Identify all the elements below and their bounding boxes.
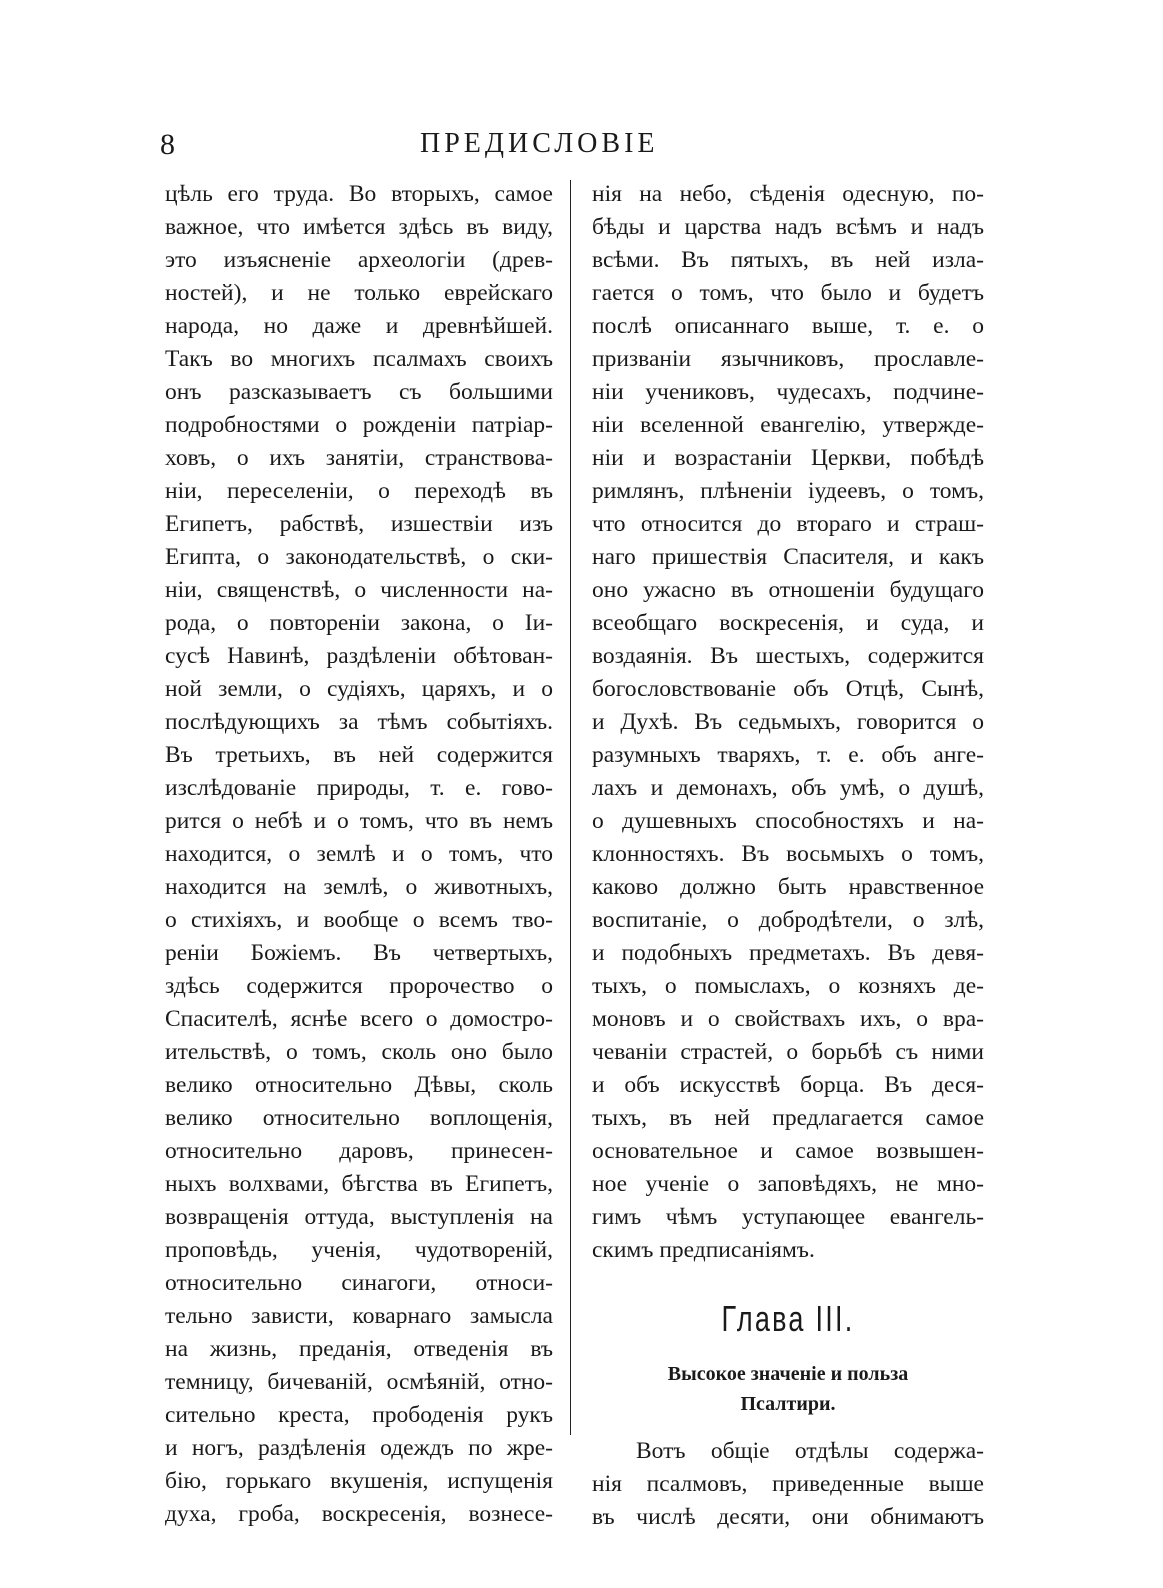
text-line: важное, что имѣется здѣсь въ виду, bbox=[165, 214, 553, 240]
text-line: относительно синагоги, относи- bbox=[165, 1270, 553, 1296]
text-line: ное ученіе о заповѣдяхъ, не мно- bbox=[592, 1171, 984, 1197]
text-line: призваніи язычниковъ, прославле- bbox=[592, 346, 984, 372]
chapter-body bbox=[592, 1435, 984, 1534]
text-line: разумныхъ тваряхъ, т. е. объ анге- bbox=[592, 742, 984, 768]
text-line: лахъ и демонахъ, объ умѣ, о душѣ, bbox=[592, 775, 984, 801]
text-line: ной земли, о судіяхъ, царяхъ, и о bbox=[165, 676, 553, 702]
text-line: что относится до втораго и страш- bbox=[592, 511, 984, 537]
chapter-title: Глава III. bbox=[721, 1298, 855, 1339]
chapter-subtitle bbox=[592, 1359, 984, 1419]
text-line: относительно даровъ, принесен- bbox=[165, 1138, 553, 1164]
text-line: Спасителѣ, яснѣе всего о домостро- bbox=[165, 1006, 553, 1032]
text-line: возвращенія оттуда, выступленія на bbox=[165, 1204, 553, 1230]
text-line: и объ искусствѣ борца. Въ деся- bbox=[592, 1072, 984, 1098]
text-line: ніи, священствѣ, о численности на- bbox=[165, 577, 553, 603]
text-line: Египетъ, рабствѣ, изшествіи изъ bbox=[165, 511, 553, 537]
text-line: клонностяхъ. Въ восьмыхъ о томъ, bbox=[592, 841, 984, 867]
text-line: въ числѣ десяти, они обнимаютъ bbox=[592, 1504, 984, 1530]
text-line: гимъ чѣмъ уступающее евангель- bbox=[592, 1204, 984, 1230]
text-line: всѣми. Въ пятыхъ, въ ней изла- bbox=[592, 247, 984, 273]
text-line: Египта, о законодательствѣ, о ски- bbox=[165, 544, 553, 570]
text-line: проповѣдь, ученія, чудотвореній, bbox=[165, 1237, 553, 1263]
text-line: нія на небо, сѣденія одесную, по- bbox=[592, 181, 984, 207]
text-line: реніи Божіемъ. Въ четвертыхъ, bbox=[165, 940, 553, 966]
text-line: скимъ предписаніямъ. bbox=[592, 1237, 815, 1263]
text-line: рится о небѣ и о томъ, что въ немъ bbox=[165, 808, 553, 834]
text-line: тыхъ, о помыслахъ, о козняхъ де- bbox=[592, 973, 984, 999]
text-line: тыхъ, въ ней предлагается самое bbox=[592, 1105, 984, 1131]
text-line: воздаянія. Въ шестыхъ, содержится bbox=[592, 643, 984, 669]
page-number: 8 bbox=[160, 128, 175, 161]
text-line: римлянъ, плѣненіи іудеевъ, о томъ, bbox=[592, 478, 984, 504]
text-line: основательное и самое возвышен- bbox=[592, 1138, 984, 1164]
text-line: велико относительно воплощенія, bbox=[165, 1105, 553, 1131]
text-line: и подобныхъ предметахъ. Въ девя- bbox=[592, 940, 984, 966]
right-column-text bbox=[592, 178, 984, 1267]
text-line: воспитаніе, о добродѣтели, о злѣ, bbox=[592, 907, 984, 933]
text-line: ніи учениковъ, чудесахъ, подчине- bbox=[592, 379, 984, 405]
text-line: находится на землѣ, о животныхъ, bbox=[165, 874, 553, 900]
text-line: ніи, переселеніи, о переходѣ въ bbox=[165, 478, 553, 504]
text-line: богословствованіе объ Отцѣ, Сынѣ, bbox=[592, 676, 984, 702]
left-column bbox=[165, 178, 553, 1531]
text-line: Въ третьихъ, въ ней содержится bbox=[165, 742, 553, 768]
text-line: ностей), и не только еврейскаго bbox=[165, 280, 553, 306]
text-line: подробностями о рожденіи патріар- bbox=[165, 412, 553, 438]
running-head: ПРЕДИСЛОВІЕ bbox=[420, 128, 659, 159]
text-line: каково должно быть нравственное bbox=[592, 874, 984, 900]
text-line: тельно зависти, коварнаго замысла bbox=[165, 1303, 553, 1329]
text-line: народа, но даже и древнѣйшей. bbox=[165, 313, 553, 339]
text-line: находится, о землѣ и о томъ, что bbox=[165, 841, 553, 867]
text-line: Такъ во многихъ псалмахъ своихъ bbox=[165, 346, 553, 372]
text-line: ніи вселенной евангелію, утвержде- bbox=[592, 412, 984, 438]
text-line: сительно креста, прободенія рукъ bbox=[165, 1402, 553, 1428]
text-line: бѣды и царства надъ всѣмъ и надъ bbox=[592, 214, 984, 240]
text-line: ительствѣ, о томъ, сколь оно было bbox=[165, 1039, 553, 1065]
text-line: изслѣдованіе природы, т. е. гово- bbox=[165, 775, 553, 801]
text-line: всеобщаго воскресенія, и суда, и bbox=[592, 610, 984, 636]
text-line: онъ разсказываетъ съ большими bbox=[165, 379, 553, 405]
text-line: ніи и возрастаніи Церкви, побѣдѣ bbox=[592, 445, 984, 471]
text-line: гается о томъ, что было и будетъ bbox=[592, 280, 984, 306]
text-line: цѣль его труда. Во вторыхъ, самое bbox=[165, 181, 553, 207]
text-line: наго пришествія Спасителя, и какъ bbox=[592, 544, 984, 570]
text-line: сусѣ Навинѣ, раздѣленіи обѣтован- bbox=[165, 643, 553, 669]
text-line: послѣ описаннаго выше, т. е. о bbox=[592, 313, 984, 339]
text-line: на жизнь, преданія, отведенія въ bbox=[165, 1336, 553, 1362]
text-line: темницу, бичеваній, осмѣяній, отно- bbox=[165, 1369, 553, 1395]
text-line: чеваніи страстей, о борьбѣ съ ними bbox=[592, 1039, 984, 1065]
text-line: это изъясненіе археологіи (древ- bbox=[165, 247, 553, 273]
text-line: о стихіяхъ, и вообще о всемъ тво- bbox=[165, 907, 553, 933]
text-line: ховъ, о ихъ занятіи, странствова- bbox=[165, 445, 553, 471]
text-line: Вотъ общіе отдѣлы содержа- bbox=[636, 1438, 984, 1464]
text-line: велико относительно Дѣвы, сколь bbox=[165, 1072, 553, 1098]
text-line: ныхъ волхвами, бѣгства въ Египетъ, bbox=[165, 1171, 553, 1197]
text-line: послѣдующихъ за тѣмъ событіяхъ. bbox=[165, 709, 553, 735]
text-line: оно ужасно въ отношеніи будущаго bbox=[592, 577, 984, 603]
text-line: моновъ и о свойствахъ ихъ, о вра- bbox=[592, 1006, 984, 1032]
text-line: и Духѣ. Въ седьмыхъ, говорится о bbox=[592, 709, 984, 735]
text-line: и ногъ, раздѣленія одеждъ по жре- bbox=[165, 1435, 553, 1461]
text-line: о душевныхъ способностяхъ и на- bbox=[592, 808, 984, 834]
text-line: духа, гроба, воскресенія, вознесе- bbox=[165, 1501, 553, 1527]
text-line: бію, горькаго вкушенія, испущенія bbox=[165, 1468, 553, 1494]
right-column bbox=[592, 178, 984, 1534]
chapter-subtitle-line: Псалтири. bbox=[740, 1393, 836, 1415]
text-line: рода, о повтореніи закона, о Іи- bbox=[165, 610, 553, 636]
column-rule bbox=[570, 180, 571, 1435]
text-line: здѣсь содержится пророчество о bbox=[165, 973, 553, 999]
text-line: нія псалмовъ, приведенные выше bbox=[592, 1471, 984, 1497]
chapter-subtitle-line: Высокое значеніе и польза bbox=[667, 1363, 909, 1385]
